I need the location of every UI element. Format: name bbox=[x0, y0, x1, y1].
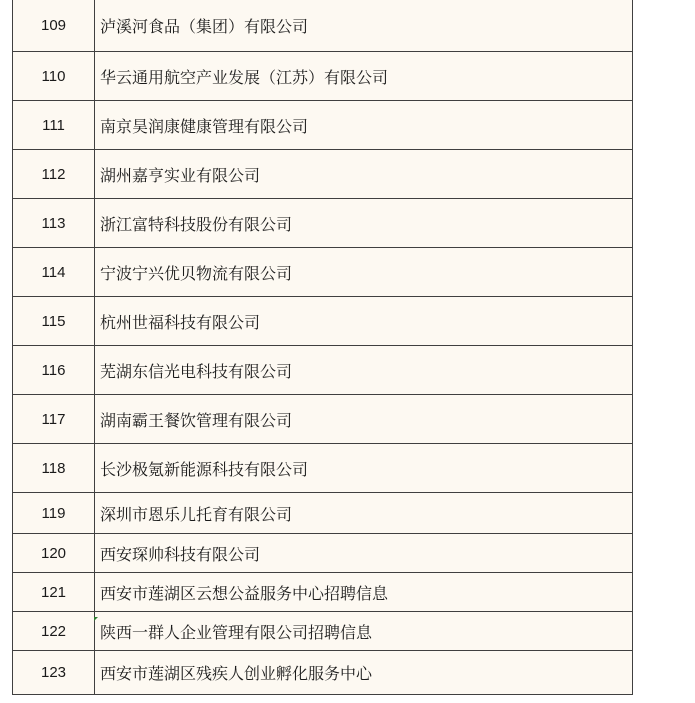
company-table bbox=[12, 0, 633, 695]
row-number: 121 bbox=[13, 573, 95, 612]
row-number: 114 bbox=[13, 248, 95, 297]
table-row bbox=[13, 52, 633, 101]
table-row bbox=[13, 297, 633, 346]
row-number: 116 bbox=[13, 346, 95, 395]
table-row bbox=[13, 199, 633, 248]
company-name: 陕西一群人企业管理有限公司招聘信息 bbox=[95, 612, 633, 651]
company-name: 泸溪河食品（集团）有限公司 bbox=[95, 0, 633, 52]
company-name: 湖南霸王餐饮管理有限公司 bbox=[95, 395, 633, 444]
row-number: 113 bbox=[13, 199, 95, 248]
company-name: 深圳市恩乐儿托育有限公司 bbox=[95, 493, 633, 534]
row-number: 120 bbox=[13, 534, 95, 573]
company-name: 湖州嘉亨实业有限公司 bbox=[95, 150, 633, 199]
table-row bbox=[13, 493, 633, 534]
row-number: 109 bbox=[13, 0, 95, 52]
company-name: 南京昊润康健康管理有限公司 bbox=[95, 101, 633, 150]
row-number: 115 bbox=[13, 297, 95, 346]
company-name: 芜湖东信光电科技有限公司 bbox=[95, 346, 633, 395]
table-row bbox=[13, 248, 633, 297]
table-row bbox=[13, 651, 633, 695]
table-row bbox=[13, 534, 633, 573]
company-name: 浙江富特科技股份有限公司 bbox=[95, 199, 633, 248]
table-row bbox=[13, 346, 633, 395]
company-name: 杭州世福科技有限公司 bbox=[95, 297, 633, 346]
row-number: 119 bbox=[13, 493, 95, 534]
row-number: 112 bbox=[13, 150, 95, 199]
company-name: 西安市莲湖区残疾人创业孵化服务中心 bbox=[95, 651, 633, 695]
row-number: 111 bbox=[13, 101, 95, 150]
table-row bbox=[13, 101, 633, 150]
row-number: 110 bbox=[13, 52, 95, 101]
company-name: 西安琛帅科技有限公司 bbox=[95, 534, 633, 573]
table-row bbox=[13, 150, 633, 199]
table-row bbox=[13, 395, 633, 444]
table-row bbox=[13, 444, 633, 493]
company-name: 宁波宁兴优贝物流有限公司 bbox=[95, 248, 633, 297]
row-number: 118 bbox=[13, 444, 95, 493]
company-name: 西安市莲湖区云想公益服务中心招聘信息 bbox=[95, 573, 633, 612]
company-name: 长沙极氪新能源科技有限公司 bbox=[95, 444, 633, 493]
table-row bbox=[13, 0, 633, 52]
table-row bbox=[13, 612, 633, 651]
row-number: 123 bbox=[13, 651, 95, 695]
row-number: 122 bbox=[13, 612, 95, 651]
table-row bbox=[13, 573, 633, 612]
company-name: 华云通用航空产业发展（江苏）有限公司 bbox=[95, 52, 633, 101]
cell-comment-indicator bbox=[94, 617, 98, 621]
row-number: 117 bbox=[13, 395, 95, 444]
